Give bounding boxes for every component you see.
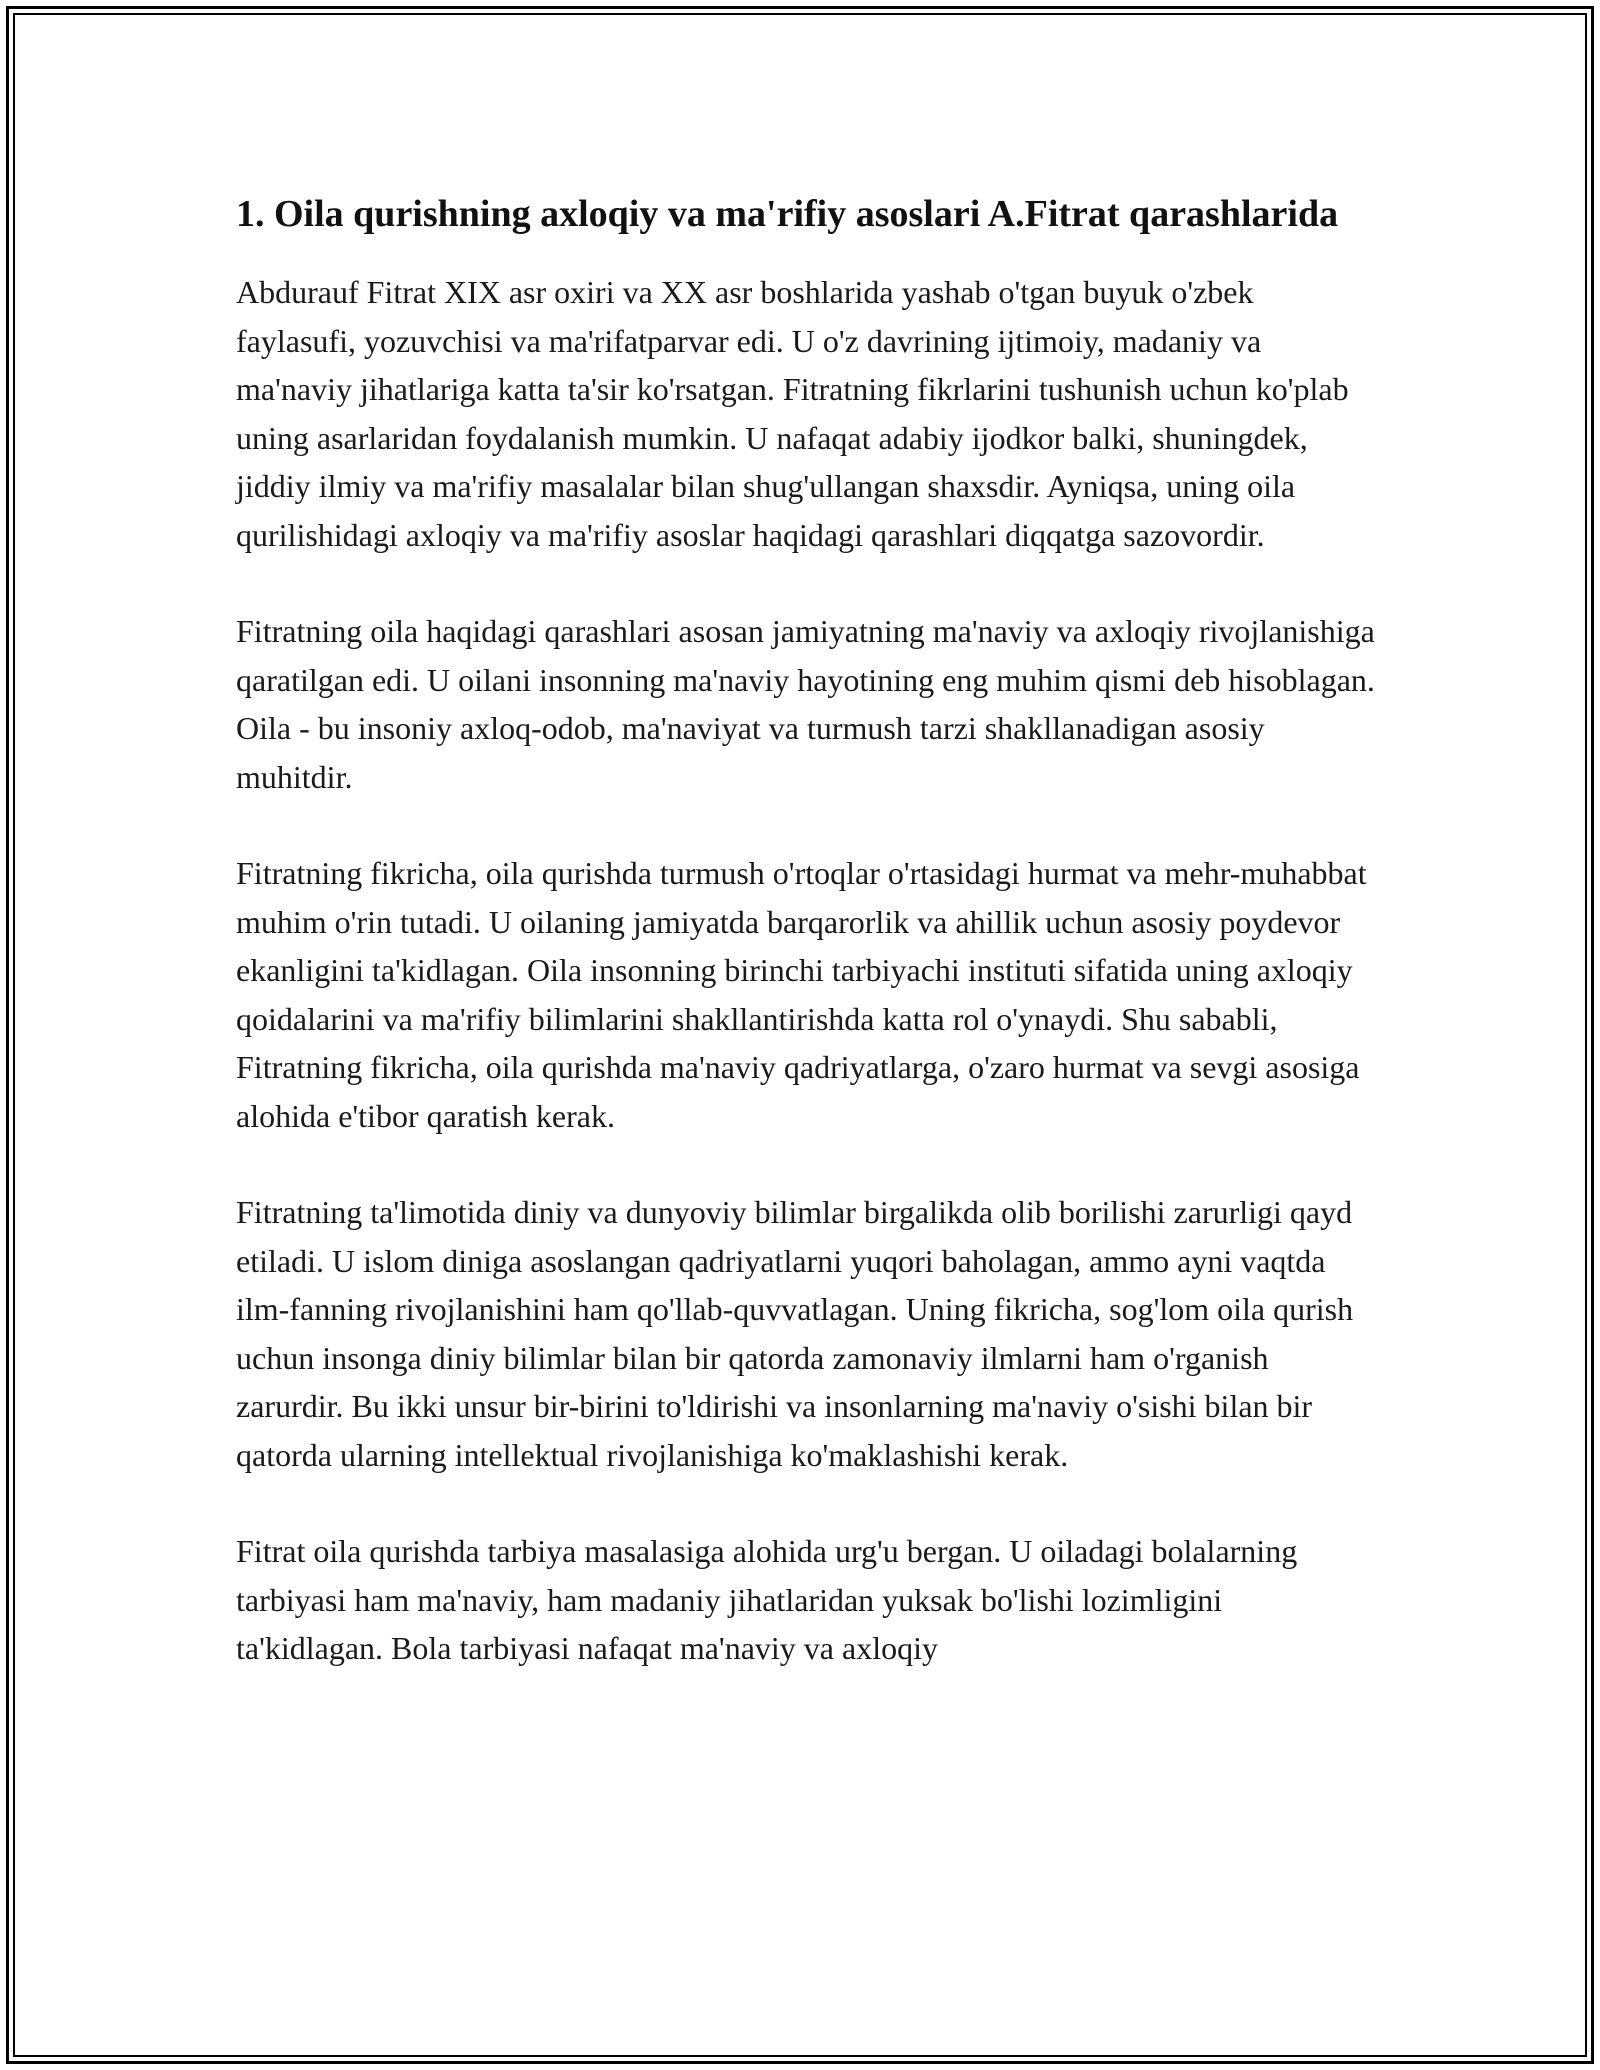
document-body <box>236 186 1376 1721</box>
paragraph-3: Fitratning fikricha, oila qurishda turmush o'rtoqlar o'rtasidagi hurmat va mehr-muhabbat muhim o'rin tutadi. U oilaning jamiyatda barqarorlik va ahillik uchun asosiy poydevor ekanligini ta'kidlagan. Oila insonning birinchi tarbiyachi instituti sifatida uning axloqiy qoidalarini va ma'rifiy bilimlarini shakllantirishda katta rol o'ynaydi. Shu sababli, Fitratning fikricha, oila qurishda ma'naviy qadriyatlarga, o'zaro hurmat va sevgi asosiga alohida e'tibor qaratish kerak. <box>236 855 1367 1134</box>
section-heading: 1. Oila qurishning axloqiy va ma'rifiy asoslari A.Fitrat qarashlarida <box>236 193 1339 235</box>
paragraph-1: Abdurauf Fitrat XIX asr oxiri va XX asr boshlarida yashab o'tgan buyuk o'zbek faylasufi, yozuvchisi va ma'rifatparvar edi. U o'z davrining ijtimoiy, madaniy va ma'naviy jihatlariga katta ta'sir ko'rsatgan. Fitratning fikrlarini tushunish uchun ko'plab uning asarlaridan foydalanish mumkin. U nafaqat adabiy ijodkor balki, shuningdek, jiddiy ilmiy va ma'rifiy masalalar bilan shug'ullangan shaxsdir. Ayniqsa, uning oila qurilishidagi axloqiy va ma'rifiy asoslar haqidagi qarashlari diqqatga sazovordir. <box>236 274 1349 553</box>
paragraph-2: Fitratning oila haqidagi qarashlari asosan jamiyatning ma'naviy va axloqiy rivojlanishiga qaratilgan edi. U oilani insonning ma'naviy hayotining eng muhim qismi deb hisoblagan. Oila - bu insoniy axloq-odob, ma'naviyat va turmush tarzi shakllanadigan asosiy muhitdir. <box>236 613 1375 795</box>
paragraph-4: Fitratning ta'limotida diniy va dunyoviy bilimlar birgalikda olib borilishi zarurligi qayd etiladi. U islom diniga asoslangan qadriyatlarni yuqori baholagan, ammo ayni vaqtda ilm-fanning rivojlanishini ham qo'llab-quvvatlagan. Uning fikricha, sog'lom oila qurish uchun insonga diniy bilimlar bilan bir qatorda zamonaviy ilmlarni ham o'rganish zarurdir. Bu ikki unsur bir-birini to'ldirishi va insonlarning ma'naviy o'sishi bilan bir qatorda ularning intellektual rivojlanishiga ko'maklashishi kerak. <box>236 1194 1354 1473</box>
paragraph-5: Fitrat oila qurishda tarbiya masalasiga alohida urg'u bergan. U oiladagi bolalarning tarbiyasi ham ma'naviy, ham madaniy jihatlaridan yuksak bo'lishi lozimligini ta'kidlagan. Bola tarbiyasi nafaqat ma'naviy va axloqiy <box>236 1533 1298 1666</box>
